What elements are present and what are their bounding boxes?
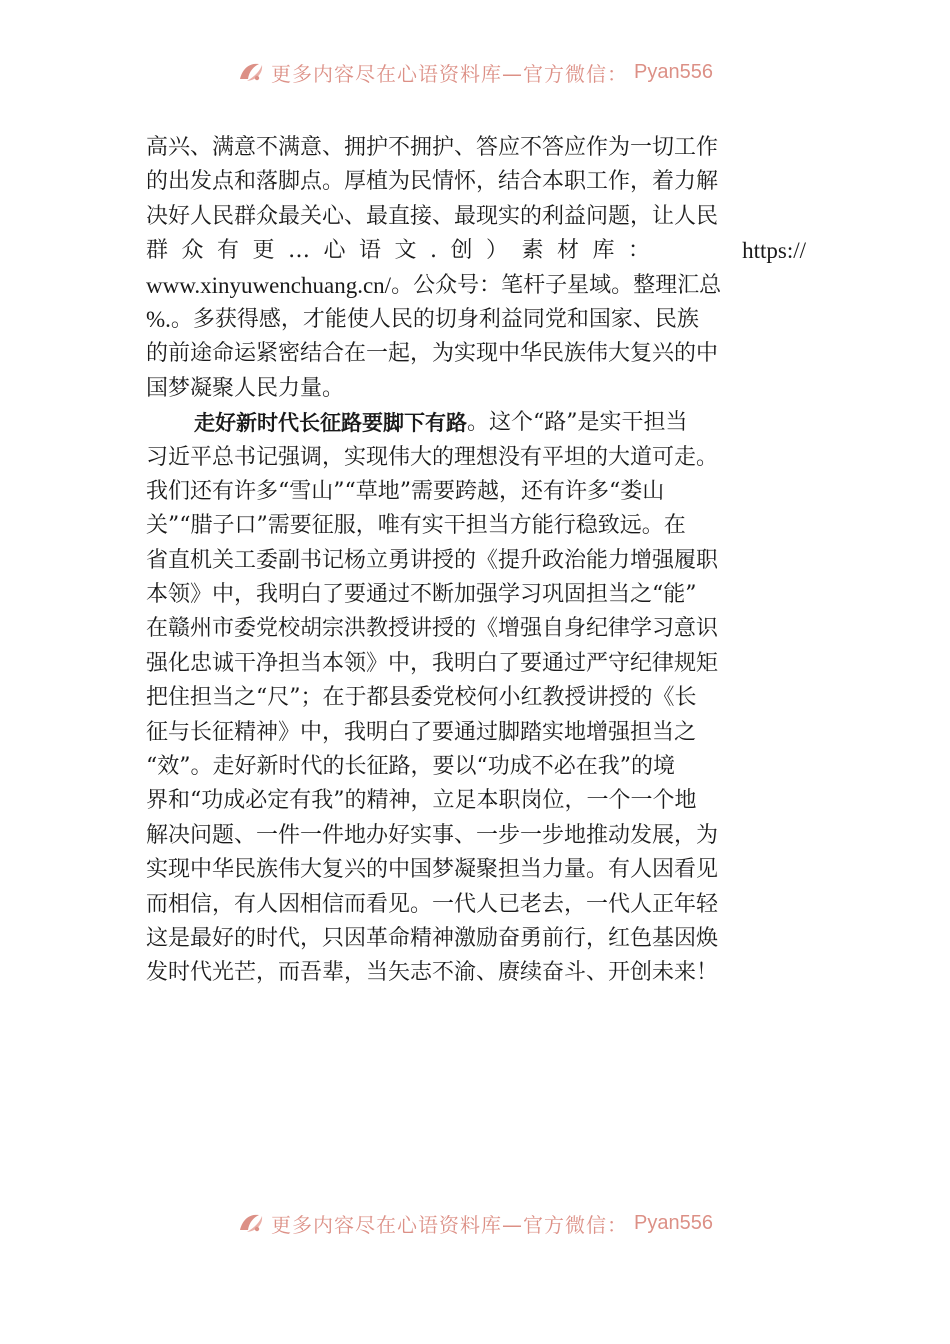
text-line: 的前途命运紧密结合在一起，为实现中华民族伟大复兴的中	[146, 341, 719, 367]
header-wechat-id: Pyan556	[634, 60, 713, 83]
text-line: 省直机关工委副书记杨立勇讲授的《提升政治能力增强履职	[146, 547, 719, 573]
text-line: 本领》中，我明白了要通过不断加强学习巩固担当之“能”	[146, 582, 697, 608]
text-line: 强化忠诚干净担当本领》中，我明白了要通过严守纪律规矩	[146, 650, 719, 676]
text-line: 我们还有许多“雪山”“草地”需要跨越，还有许多“娄山	[146, 478, 665, 504]
text-line: www.xinyuwenchuang.cn/ 。公众号：笔杆子星域。整理汇总	[146, 272, 722, 298]
text-line: 群众有更…心语文.创）素材库： https://	[146, 238, 806, 264]
footer-banner	[237, 1209, 713, 1238]
text-line: 走好新时代长征路要脚下有路 。这个“路”是实干担当	[146, 406, 806, 440]
text-line: 而相信，有人因相信而看见。一代人已老去，一代人正年轻	[146, 891, 719, 917]
text-line: 这是最好的时代，只因革命精神激励奋勇前行，红色基因焕	[146, 925, 719, 951]
text-line: 关”“腊子口”需要征服，唯有实干担当方能行稳致远。在	[146, 513, 686, 539]
text-line: 发时代光芒，而吾辈，当矢志不渝、赓续奋斗、开创未来！	[146, 960, 719, 986]
text-line: 决好人民群众最关心、最直接、最现实的利益问题，让人民	[146, 203, 719, 229]
text-line: 界和“功成必定有我”的精神，立足本职岗位，一个一个地	[146, 788, 697, 814]
text-line: 解决问题、一件一件地办好实事、一步一步地推动发展，为	[146, 822, 719, 848]
footer-banner-text: 更多内容尽在心语资料库—官方微信：	[271, 1212, 629, 1237]
text-line: %. 。多获得感，才能使人民的切身利益同党和国家、民族	[146, 306, 699, 332]
text-line: 的出发点和落脚点。厚植为民情怀，结合本职工作，着力解	[146, 169, 719, 195]
text-line: 把住担当之“尺”；在于都县委党校何小红教授讲授的《长	[146, 685, 697, 711]
page-header	[0, 52, 950, 92]
text-line: 国梦凝聚人民力量。	[146, 375, 345, 401]
brand-logo-icon	[237, 59, 265, 85]
document-body	[146, 131, 806, 991]
footer-wechat-id: Pyan556	[634, 1211, 713, 1234]
page-footer	[0, 1203, 950, 1243]
header-banner	[237, 58, 713, 87]
header-banner-text: 更多内容尽在心语资料库—官方微信：	[271, 61, 629, 86]
text-line: 在赣州市委党校胡宗洪教授讲授的《增强自身纪律学习意识	[146, 616, 719, 642]
text-line: “效”。走好新时代的长征路，要以“功成不必在我”的境	[146, 754, 675, 780]
text-line: 实现中华民族伟大复兴的中国梦凝聚担当力量。有人因看见	[146, 857, 719, 883]
section-heading: 走好新时代长征路要脚下有路	[194, 411, 467, 436]
text-line: 征与长征精神》中，我明白了要通过脚踏实地增强担当之	[146, 719, 697, 745]
text-line: 高兴、满意不满意、拥护不拥护、答应不答应作为一切工作	[146, 135, 719, 160]
text-line: 习近平总书记强调，实现伟大的理想没有平坦的大道可走。	[146, 444, 719, 470]
brand-logo-icon	[237, 1210, 265, 1236]
